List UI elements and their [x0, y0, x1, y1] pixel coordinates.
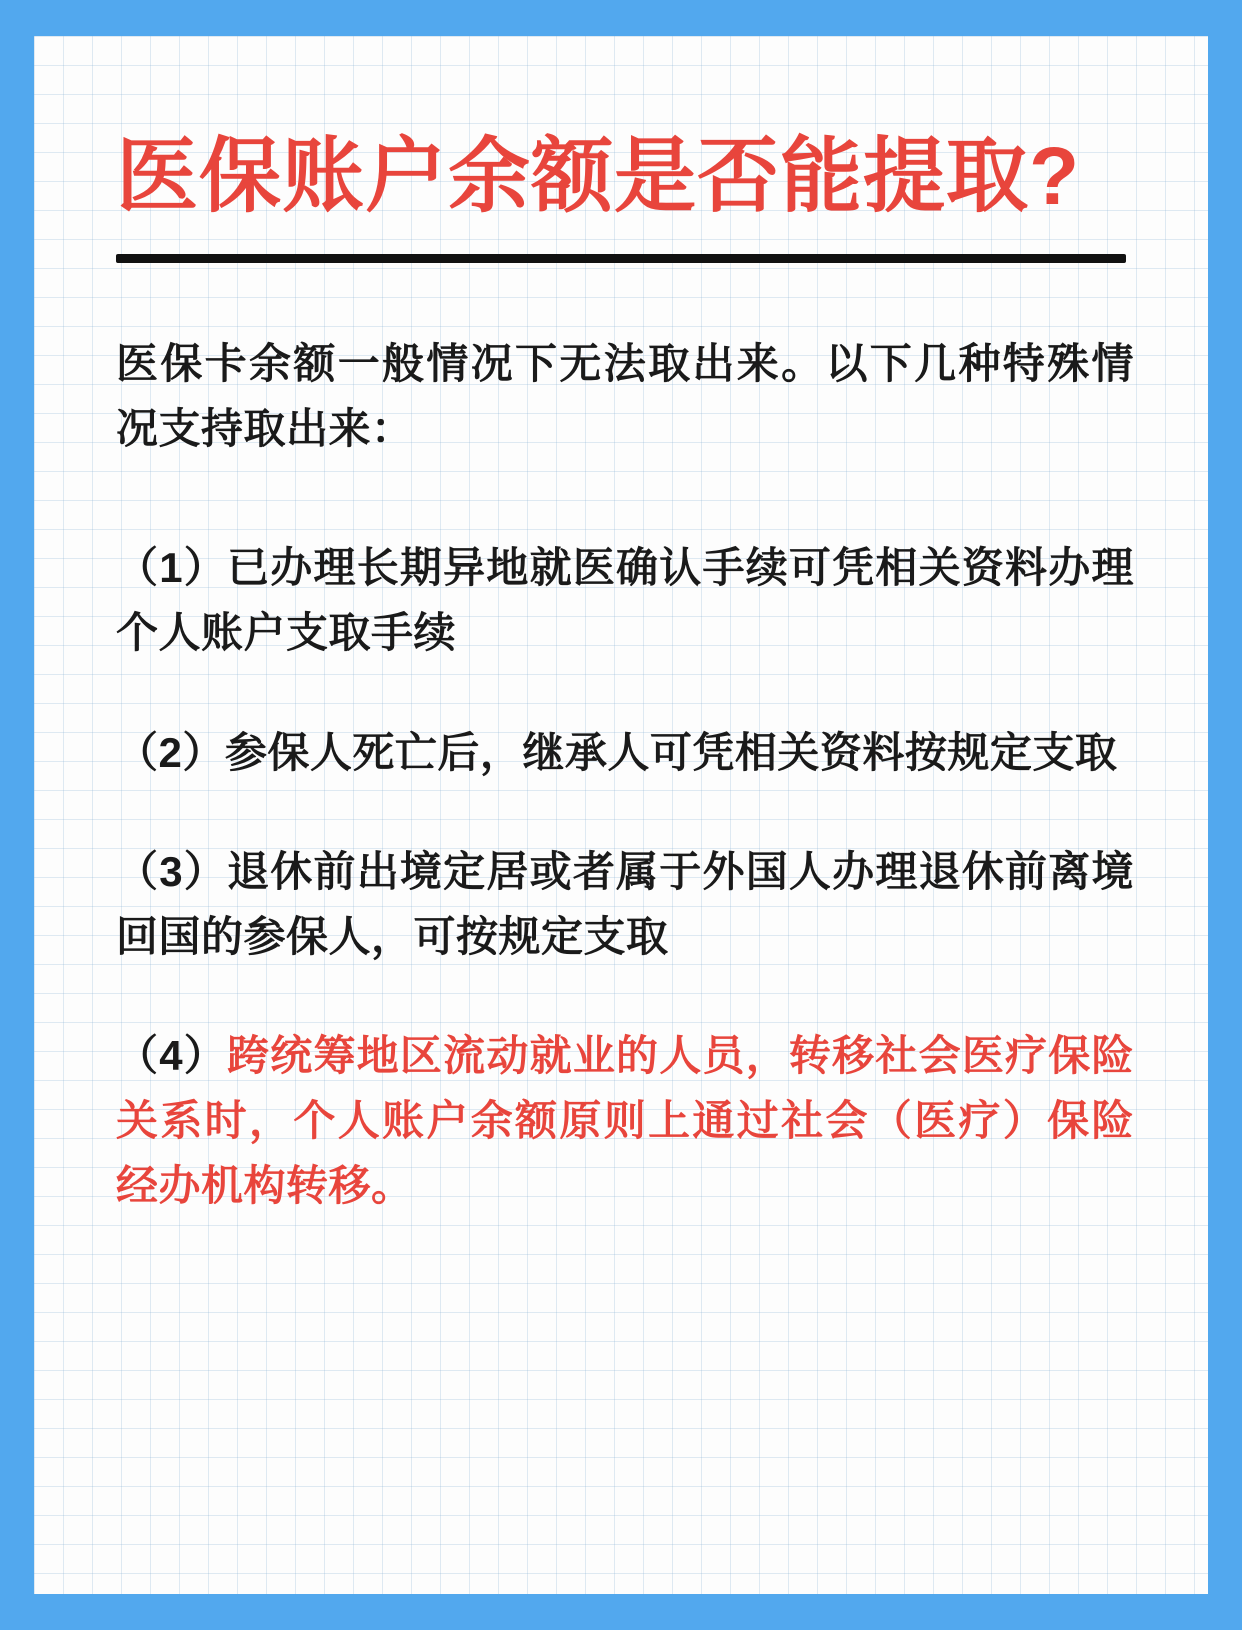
- list-item-text: 参保人死亡后，继承人可凭相关资料按规定支取: [224, 728, 1118, 776]
- lead-paragraph: 医保卡余额一般情况下无法取出来。以下几种特殊情况支持取出来：: [116, 340, 1134, 453]
- list-item-number: （1）: [116, 544, 228, 592]
- list-item-text: 已办理长期异地就医确认手续可凭相关资料办理个人账户支取手续: [116, 544, 1134, 657]
- list-item: [116, 839, 1134, 969]
- list-item-number: （4）: [116, 1031, 228, 1079]
- list-item-number: （2）: [116, 728, 225, 776]
- grid-paper-sheet: [34, 36, 1208, 1594]
- list-item-number: （3）: [116, 847, 228, 895]
- page-title: 医保账户余额是否能提取?: [116, 131, 1081, 222]
- article-body: [98, 331, 1144, 1218]
- list-item-text: 跨统筹地区流动就业的人员，转移社会医疗保险关系时，个人账户余额原则上通过社会（医疗）保险经办机构转移。: [116, 1031, 1134, 1210]
- title-divider: [116, 254, 1126, 263]
- list-item: [116, 535, 1134, 665]
- list-item-text: 退休前出境定居或者属于外国人办理退休前离境回国的参保人，可按规定支取: [116, 847, 1134, 960]
- list-item: [116, 720, 1134, 785]
- list-item: [116, 1023, 1134, 1218]
- sheet-content: [34, 36, 1208, 1594]
